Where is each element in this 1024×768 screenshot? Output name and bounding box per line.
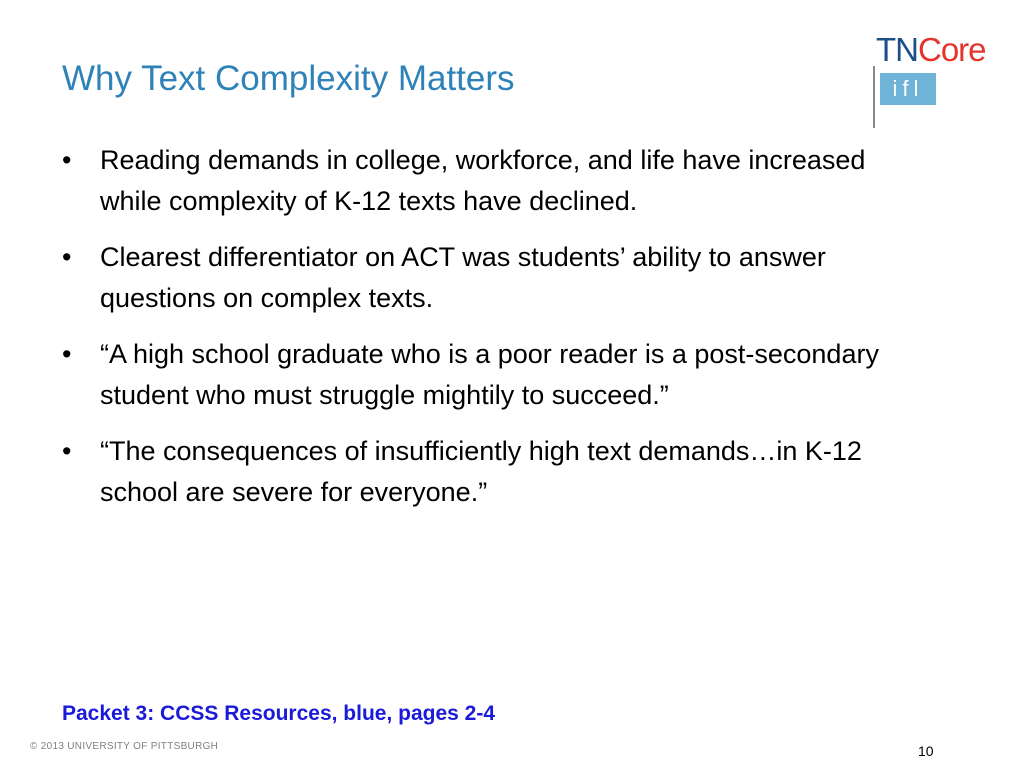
copyright-footer: © 2013 UNIVERSITY OF PITTSBURGH xyxy=(30,741,219,752)
packet-reference: Packet 3: CCSS Resources, blue, pages 2-4 xyxy=(62,702,496,725)
bullet-item xyxy=(62,237,912,319)
bullet-marker: • xyxy=(62,339,72,369)
bullet-item xyxy=(62,140,912,222)
bullet-text: Clearest differentiator on ACT was students’ ability to answer questions on complex texts. xyxy=(100,242,826,313)
bullet-text: “A high school graduate who is a poor reader is a post-secondary student who must struggle mightily to succeed.” xyxy=(100,339,879,410)
bullet-item xyxy=(62,334,912,416)
bullet-marker: • xyxy=(62,242,72,272)
slide-title: Why Text Complexity Matters xyxy=(62,59,515,98)
page-number: 10 xyxy=(918,743,934,759)
tncore-logo xyxy=(870,30,1010,130)
logo-tn-text: TN xyxy=(876,31,918,68)
bullet-text: “The consequences of insufficiently high text demands…in K-12 school are severe for everyone.” xyxy=(100,436,862,507)
bullet-text: Reading demands in college, workforce, and life have increased while complexity of K-12 texts have declined. xyxy=(100,145,866,216)
logo-wordmark xyxy=(876,30,986,70)
bullet-marker: • xyxy=(62,436,72,466)
bullet-item xyxy=(62,431,912,513)
logo-core-text: Core xyxy=(918,31,986,68)
bullet-list xyxy=(62,140,912,528)
logo-ifl-badge: ifl xyxy=(880,73,936,105)
bullet-marker: • xyxy=(62,145,72,175)
logo-divider xyxy=(873,66,875,128)
